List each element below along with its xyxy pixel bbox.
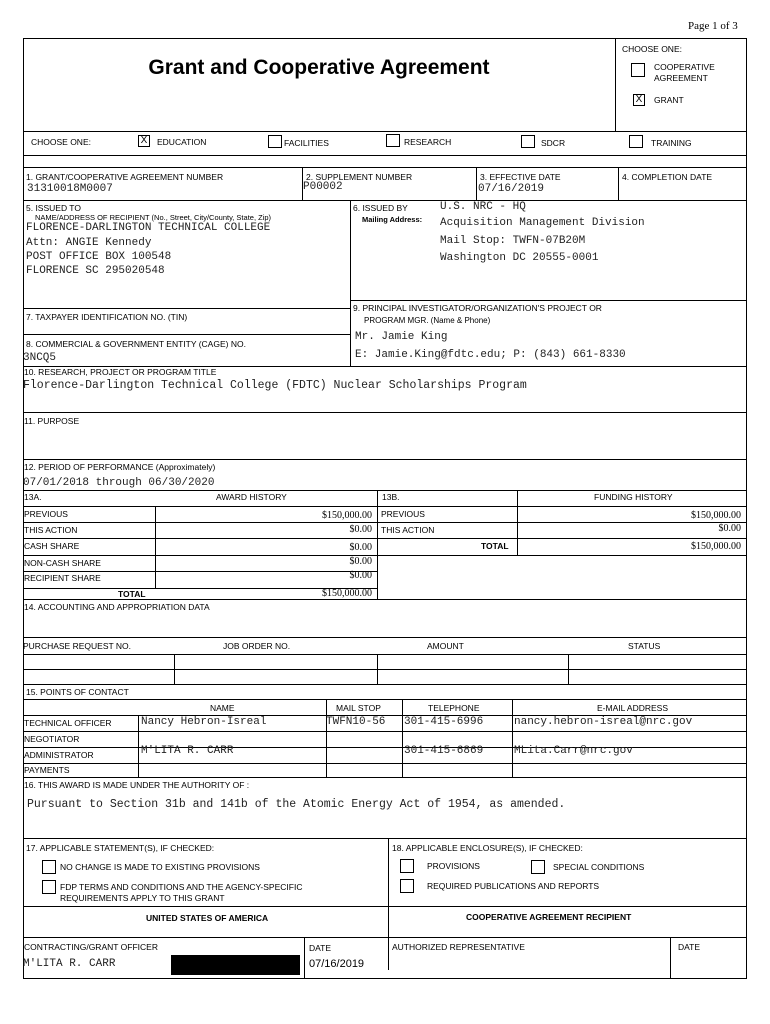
redacted-signature xyxy=(171,955,300,975)
col-purchase-request: PURCHASE REQUEST NO. xyxy=(23,641,132,651)
col-job-order: JOB ORDER NO. xyxy=(223,641,291,651)
box14-label: 14. ACCOUNTING AND APPROPRIATION DATA xyxy=(24,602,210,612)
supplement-number: P00002 xyxy=(303,181,343,193)
box5-sublabel: NAME/ADDRESS OF RECIPIENT (No., Street, City/County, State, Zip) xyxy=(35,213,272,222)
cooperative-agreement-label: COOPERATIVE xyxy=(654,62,715,72)
funding-history-header: FUNDING HISTORY xyxy=(594,492,673,502)
col-telephone: TELEPHONE xyxy=(428,703,480,713)
page-number: Page 1 of 3 xyxy=(688,20,738,32)
facilities-label: FACILITIES xyxy=(284,138,329,148)
award-row-value: $0.00 xyxy=(349,570,372,581)
box1-label: 1. GRANT/COOPERATIVE AGREEMENT NUMBER xyxy=(26,172,224,182)
grant-checkbox[interactable]: X xyxy=(633,94,645,106)
form-title: Grant and Cooperative Agreement xyxy=(148,56,490,79)
contact-email: MLita.Carr@nrc.gov xyxy=(514,745,633,757)
box2-label: 2. SUPPLEMENT NUMBER xyxy=(306,172,413,182)
period-of-performance: 07/01/2018 through 06/30/2020 xyxy=(23,477,215,489)
box5-label: 5. ISSUED TO xyxy=(26,203,81,213)
issuer-name: U.S. NRC - HQ xyxy=(440,201,526,213)
no-change-label: NO CHANGE IS MADE TO EXISTING PROVISIONS xyxy=(60,862,260,872)
recipient-line-1: FLORENCE-DARLINGTON TECHNICAL COLLEGE xyxy=(26,222,271,234)
contact-role: ADMINISTRATOR xyxy=(24,750,94,760)
box8-label: 8. COMMERCIAL & GOVERNMENT ENTITY (CAGE) NO. xyxy=(26,339,246,349)
box11-label: 11. PURPOSE xyxy=(24,416,80,426)
contact-role: TECHNICAL OFFICER xyxy=(24,718,112,728)
award-row-label: THIS ACTION xyxy=(24,525,78,535)
box16-label: 16. THIS AWARD IS MADE UNDER THE AUTHORITY OF : xyxy=(24,780,250,790)
contact-mail-stop: TWFN10-56 xyxy=(326,716,386,728)
contact-telephone: 301-415-6869 xyxy=(404,745,484,757)
contact-name: Nancy Hebron-Isreal xyxy=(141,716,267,728)
required-publications-checkbox[interactable] xyxy=(400,879,414,893)
no-change-checkbox[interactable] xyxy=(42,860,56,874)
issuer-line-1: Acquisition Management Division xyxy=(440,217,645,229)
box17-label: 17. APPLICABLE STATEMENT(S), IF CHECKED: xyxy=(26,843,215,853)
award-row-value: $150,000.00 xyxy=(322,510,372,521)
officer-label: CONTRACTING/GRANT OFFICER xyxy=(24,942,158,952)
box7-label: 7. TAXPAYER IDENTIFICATION NO. (TIN) xyxy=(26,312,188,322)
box15-label: 15. POINTS OF CONTACT xyxy=(26,687,129,697)
mailing-address-label: Mailing Address: xyxy=(362,215,423,224)
training-label: TRAINING xyxy=(651,138,692,148)
col-email: E-MAIL ADDRESS xyxy=(597,703,669,713)
contact-name: M'LITA R. CARR xyxy=(141,745,234,757)
funding-row-value: $0.00 xyxy=(718,523,741,534)
contact-email: nancy.hebron-isreal@nrc.gov xyxy=(514,716,693,728)
award-row-value: $0.00 xyxy=(349,524,372,535)
provisions-checkbox[interactable] xyxy=(400,859,414,873)
fdp-terms-checkbox[interactable] xyxy=(42,880,56,894)
contact-role: NEGOTIATOR xyxy=(24,734,80,744)
special-conditions-checkbox[interactable] xyxy=(531,860,545,874)
funding-total-value: $150,000.00 xyxy=(691,541,741,552)
program-title: Florence-Darlington Technical College (FDTC) Nuclear Scholarships Program xyxy=(23,379,527,392)
award-row-value: $0.00 xyxy=(349,556,372,567)
provisions-label: PROVISIONS xyxy=(427,861,480,871)
usa-heading: UNITED STATES OF AMERICA xyxy=(146,913,269,923)
contact-role: PAYMENTS xyxy=(24,765,70,775)
box18-label: 18. APPLICABLE ENCLOSURE(S), IF CHECKED: xyxy=(392,843,583,853)
award-row-label: PREVIOUS xyxy=(24,509,68,519)
box13b-label: 13B. xyxy=(382,492,400,502)
research-label: RESEARCH xyxy=(404,137,452,147)
issuer-line-2: Mail Stop: TWFN-07B20M xyxy=(440,235,586,247)
education-checkbox[interactable]: X xyxy=(138,135,150,147)
pi-contact: E: Jamie.King@fdtc.edu; P: (843) 661-8330 xyxy=(355,349,626,361)
col-mail-stop: MAIL STOP xyxy=(336,703,381,713)
fdp-terms-label: FDP TERMS AND CONDITIONS AND THE AGENCY-SPECIFIC xyxy=(60,882,303,892)
recipient-line-4: FLORENCE SC 295020548 xyxy=(26,265,165,277)
box9-label: 9. PRINCIPAL INVESTIGATOR/ORGANIZATION'S PROJECT OR xyxy=(353,303,602,313)
award-row-label: CASH SHARE xyxy=(24,541,80,551)
cooperative-agreement-label-2: AGREEMENT xyxy=(654,73,708,83)
col-name: NAME xyxy=(210,703,235,713)
box13a-label: 13A. xyxy=(24,492,42,502)
award-row-value: $0.00 xyxy=(349,542,372,553)
issuer-line-3: Washington DC 20555-0001 xyxy=(440,252,599,264)
box4-label: 4. COMPLETION DATE xyxy=(622,172,713,182)
required-publications-label: REQUIRED PUBLICATIONS AND REPORTS xyxy=(427,881,600,891)
recipient-line-2: Attn: ANGIE Kennedy xyxy=(26,237,152,249)
choose-one-row-label: CHOOSE ONE: xyxy=(31,137,91,147)
grant-label: GRANT xyxy=(654,95,684,105)
box12-label: 12. PERIOD OF PERFORMANCE (Approximately) xyxy=(24,462,216,472)
research-checkbox[interactable] xyxy=(386,134,400,147)
award-total-label: TOTAL xyxy=(118,589,146,599)
recipient-line-3: POST OFFICE BOX 100548 xyxy=(26,251,172,263)
training-checkbox[interactable] xyxy=(629,135,643,148)
award-total-value: $150,000.00 xyxy=(322,588,372,599)
choose-one-label: CHOOSE ONE: xyxy=(622,44,682,54)
contact-telephone: 301-415-6996 xyxy=(404,716,484,728)
col-amount: AMOUNT xyxy=(427,641,464,651)
officer-date-label: DATE xyxy=(309,943,332,953)
award-row-label: NON-CASH SHARE xyxy=(24,558,101,568)
box3-label: 3. EFFECTIVE DATE xyxy=(480,172,561,182)
award-history-header: AWARD HISTORY xyxy=(216,492,287,502)
funding-row-value: $150,000.00 xyxy=(691,510,741,521)
box10-label: 10. RESEARCH, PROJECT OR PROGRAM TITLE xyxy=(24,367,217,377)
cooperative-agreement-checkbox[interactable] xyxy=(631,63,645,77)
sdcr-checkbox[interactable] xyxy=(521,135,535,148)
agreement-number: 31310018M0007 xyxy=(27,183,113,195)
facilities-checkbox[interactable] xyxy=(268,135,282,148)
col-status: STATUS xyxy=(628,641,661,651)
cage-number: 3NCQ5 xyxy=(23,352,57,364)
authority-text: Pursuant to Section 31b and 141b of the Atomic Energy Act of 1954, as amended. xyxy=(27,798,566,811)
authorized-rep-label: AUTHORIZED REPRESENTATIVE xyxy=(392,942,525,952)
education-label: EDUCATION xyxy=(157,137,207,147)
funding-total-label: TOTAL xyxy=(481,541,509,551)
funding-row-label: PREVIOUS xyxy=(381,509,425,519)
officer-date: 07/16/2019 xyxy=(309,958,365,970)
box6-label: 6. ISSUED BY xyxy=(353,203,408,213)
officer-name: M'LITA R. CARR xyxy=(23,958,116,970)
rep-date-label: DATE xyxy=(678,942,701,952)
funding-row-label: THIS ACTION xyxy=(381,525,435,535)
effective-date: 07/16/2019 xyxy=(478,183,545,195)
box9-label-2: PROGRAM MGR. (Name & Phone) xyxy=(364,316,491,325)
special-conditions-label: SPECIAL CONDITIONS xyxy=(553,862,645,872)
sdcr-label: SDCR xyxy=(541,138,566,148)
pi-name: Mr. Jamie King xyxy=(355,331,448,343)
recipient-heading: COOPERATIVE AGREEMENT RECIPIENT xyxy=(466,912,632,922)
award-row-label: RECIPIENT SHARE xyxy=(24,573,101,583)
fdp-terms-label-2: REQUIREMENTS APPLY TO THIS GRANT xyxy=(60,893,225,903)
